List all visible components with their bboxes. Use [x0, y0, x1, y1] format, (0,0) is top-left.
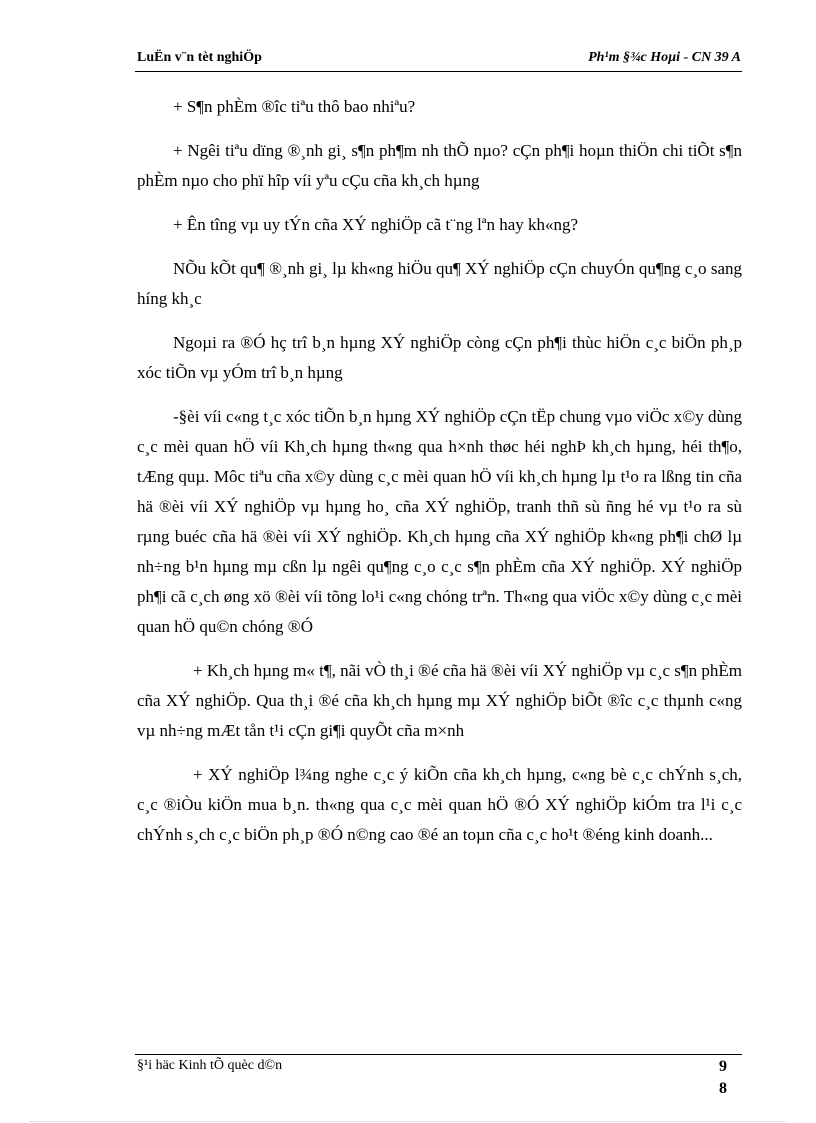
document-body	[137, 92, 742, 864]
page-number-digit-2: 8	[719, 1080, 727, 1097]
page-number-digit-1: 9	[719, 1058, 727, 1075]
paragraph-3: + Ên tîng vµ uy tÝn cña XÝ nghiÖp cã t¨ng lªn hay kh«ng?	[173, 215, 579, 234]
paragraph-4: NÕu kÕt qu¶ ®¸nh gi¸ lµ kh«ng hiÖu qu¶ XÝ nghiÖp cÇn chuyÓn qu¶ng c¸o sang híng kh¸c	[137, 259, 742, 308]
paragraph-8: + XÝ nghiÖp l¾ng nghe c¸c ý kiÕn cña kh¸ch hµng, c«ng bè c¸c chÝnh s¸ch, c¸c ®iÒu kiÖn mua b¸n. th«ng qua c¸c mèi quan hÖ ®Ó XÝ nghiÖp kiÓm tra l¹i c¸c chÝnh s¸ch c¸c biÖn ph¸p ®Ó n©ng cao ®é an toµn cña c¸c ho¹t ®éng kinh doanh...	[137, 765, 742, 844]
paragraph-6: -§èi víi c«ng t¸c xóc tiÕn b¸n hµng XÝ nghiÖp cÇn tËp chung vµo viÖc x©y dùng c¸c mèi quan hÖ víi Kh¸ch hµng th«ng qua h×nh thøc héi nghÞ kh¸ch hµng, héi th¶o, tÆng quµ. Môc tiªu cña x©y dùng c¸c mèi quan hÖ víi kh¸ch hµng lµ t¹o ra lßng tin cña hä ®èi víi XÝ nghiÖp vµ hµng ho¸ cña XÝ nghiÖp, tranh thñ sù ñng hé vµ t¹o ra sù rµng buéc cña hä ®èi víi XÝ nghiÖp. Kh¸ch hµng cña XÝ nghiÖp kh«ng ph¶i chØ lµ nh÷ng b¹n hµng mµ cßn lµ ngêi qu¶ng c¸o c¸c s¶n phÈm cña XÝ nghiÖp. XÝ nghiÖp ph¶i cã c¸ch øng xö ®èi víi tõng lo¹i c«ng chóng trªn. Th«ng qua viÖc x©y dùng c¸c mèi quan hÖ qu©n chóng ®Ó	[137, 407, 742, 636]
footer-university: §¹i häc Kinh tÕ quèc d©n	[137, 1058, 283, 1073]
header-thesis-title: LuËn v¨n tèt nghiÖp	[137, 50, 262, 65]
footer-divider	[135, 1054, 742, 1055]
page-edge	[30, 1121, 786, 1122]
paragraph-5: Ngoµi ra ®Ó hç trî b¸n hµng XÝ nghiÖp còng cÇn ph¶i thùc hiÖn c¸c biÖn ph¸p xóc tiÕn vµ yÓm trî b¸n hµng	[137, 333, 742, 382]
header-divider	[135, 71, 742, 72]
paragraph-1: + S¶n phÈm ®îc tiªu thô bao nhiªu?	[173, 97, 416, 116]
header-author: Ph¹m §¾c Hoµi - CN 39 A	[588, 50, 741, 65]
paragraph-2: + Ngêi tiªu dïng ®¸nh gi¸ s¶n ph¶m nh thÕ nµo? cÇn ph¶i hoµn thiÖn chi tiÕt s¶n phÈm nµo cho phï hîp víi yªu cÇu cña kh¸ch hµng	[137, 141, 742, 190]
paragraph-7: + Kh¸ch hµng m« t¶, nãi vÒ th¸i ®é cña hä ®èi víi XÝ nghiÖp vµ c¸c s¶n phÈm cña XÝ nghiÖp. Qua th¸i ®é cña kh¸ch hµng mµ XÝ nghiÖp biÕt ®îc c¸c thµnh c«ng vµ nh÷ng mÆt tån t¹i cÇn gi¶i quyÕt cña m×nh	[137, 661, 742, 740]
page-number	[716, 1056, 730, 1100]
